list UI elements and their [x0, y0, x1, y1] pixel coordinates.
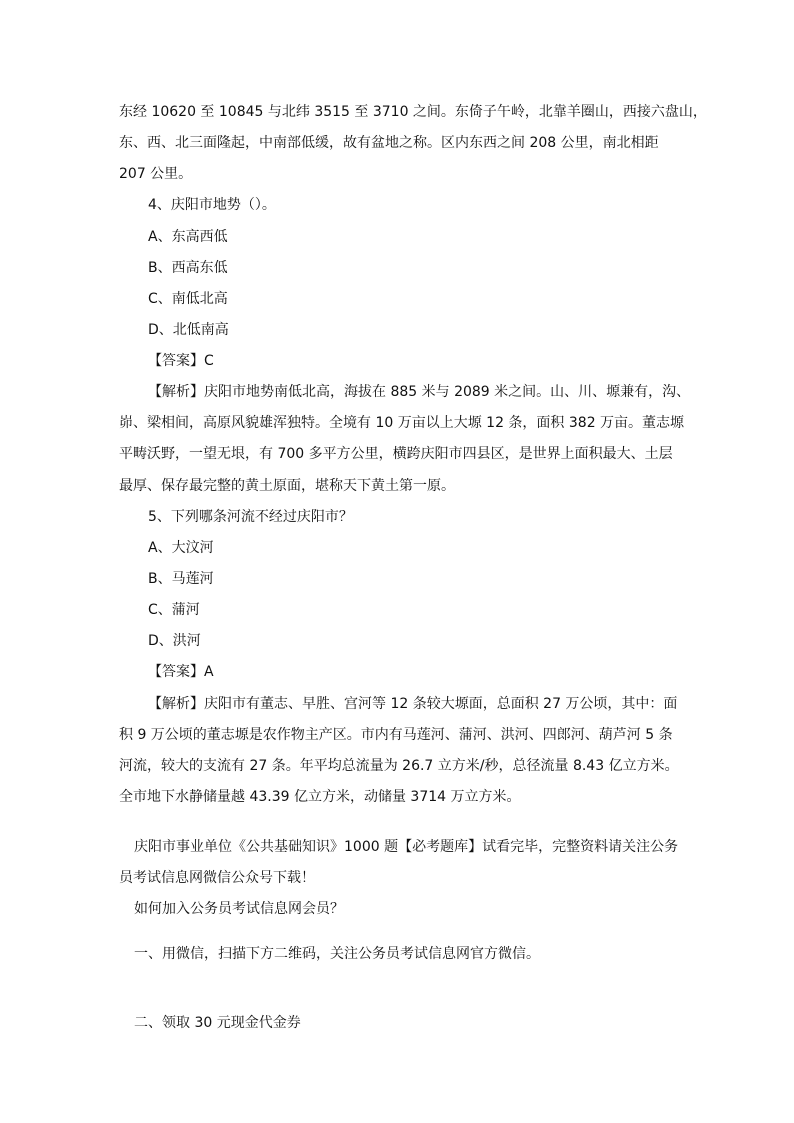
option-d: D、洪河 — [148, 633, 201, 649]
option-a: A、大汶河 — [148, 540, 214, 556]
text-line: 东经 10620 至 10845 与北纬 3515 至 3710 之间。东倚子午岭，北靠羊圈山，西接六盘山， — [119, 104, 707, 120]
analysis-line: 峁、梁相间，高原风貌雄浑独特。全境有 10 万亩以上大塬 12 条，面积 382 万亩。董志塬 — [119, 415, 685, 431]
option-b: B、马莲河 — [148, 571, 214, 587]
notice-line: 员考试信息网微信公众号下载！ — [119, 870, 315, 886]
analysis-line: 平畴沃野，一望无垠，有 700 多平方公里，横跨庆阳市四县区，是世界上面积最大、土层 — [119, 446, 673, 462]
step-2: 二、领取 30 元现金代金券 — [134, 1015, 301, 1031]
text-line: 东、西、北三面隆起，中南部低缓，故有盆地之称。区内东西之间 208 公里，南北相距 — [119, 135, 659, 151]
analysis-line: 全市地下水静储量越 43.39 亿立方米，动储量 3714 万立方米。 — [119, 789, 521, 805]
analysis-line: 【解析】庆阳市有董志、早胜、宫河等 12 条较大塬面，总面积 27 万公顷，其中：面 — [148, 696, 678, 712]
option-b: B、西高东低 — [148, 260, 228, 276]
step-1: 一、用微信，扫描下方二维码，关注公务员考试信息网官方微信。 — [134, 946, 540, 962]
question-text: 4、庆阳市地势（）。 — [148, 197, 276, 213]
option-c: C、南低北高 — [148, 291, 228, 307]
answer: 【答案】A — [148, 664, 214, 680]
option-a: A、东高西低 — [148, 229, 228, 245]
answer: 【答案】C — [148, 353, 214, 369]
analysis-line: 最厚、保存最完整的黄土原面，堪称天下黄土第一原。 — [119, 478, 455, 494]
option-d: D、北低南高 — [148, 322, 229, 338]
how-to-join: 如何加入公务员考试信息网会员？ — [134, 901, 344, 917]
analysis-line: 【解析】庆阳市地势南低北高，海拔在 885 米与 2089 米之间。山、川、塬兼有，沟、 — [148, 384, 691, 400]
option-c: C、蒲河 — [148, 602, 200, 618]
analysis-line: 积 9 万公顷的董志塬是农作物主产区。市内有马莲河、蒲河、洪河、四郎河、葫芦河 5 条 — [119, 727, 673, 743]
question-text: 5、下列哪条河流不经过庆阳市？ — [148, 509, 353, 525]
notice-line: 庆阳市事业单位《公共基础知识》1000 题【必考题库】试看完毕，完整资料请关注公务 — [134, 839, 679, 855]
analysis-line: 河流，较大的支流有 27 条。年平均总流量为 26.7 立方米/秒，总径流量 8.43 亿立方米。 — [119, 758, 679, 774]
text-line: 207 公里。 — [119, 166, 193, 182]
